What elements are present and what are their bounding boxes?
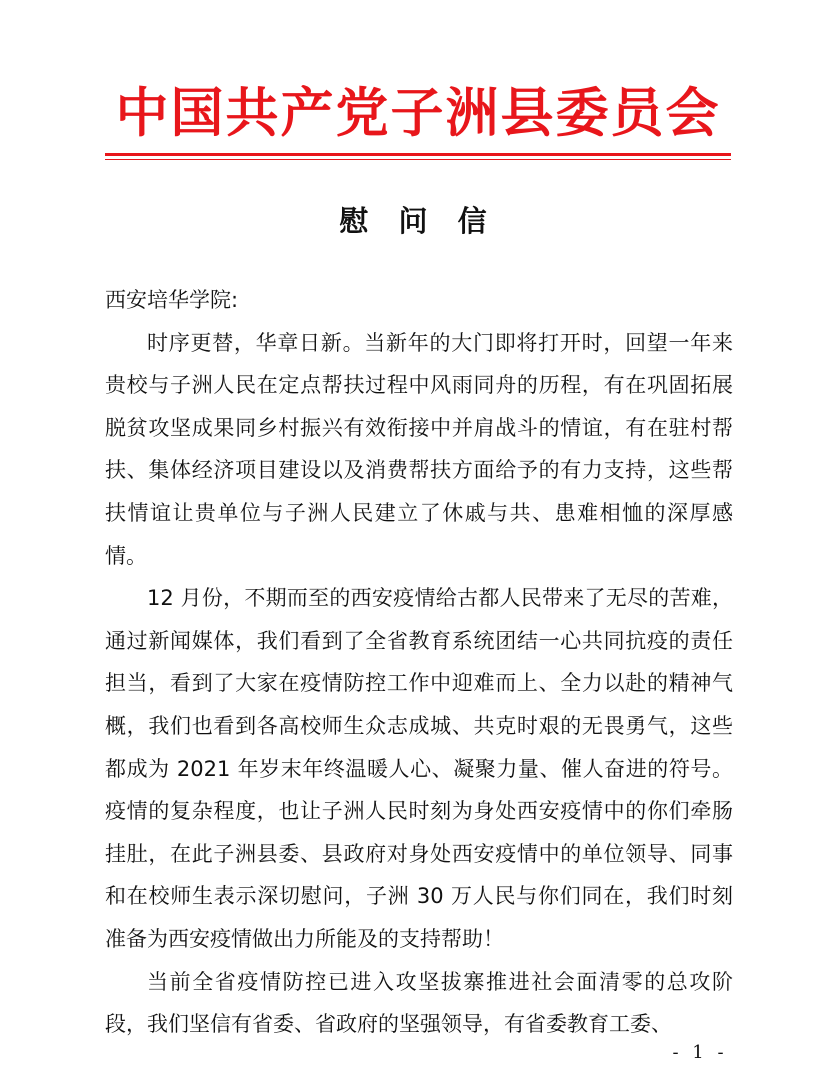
header-rule-thick <box>105 153 731 156</box>
issuer-header-title: 中国共产党子洲县委员会 <box>115 82 721 144</box>
document-title: 慰 问 信 <box>339 204 497 238</box>
paragraph-1: 时序更替，华章日新。当新年的大门即将打开时，回望一年来贵校与子洲人民在定点帮扶过程中风雨同舟的历程，有在巩固拓展脱贫攻坚成果同乡村振兴有效衔接中并肩战斗的情谊，有在驻村帮扶、集体经济项目建设以及消费帮扶方面给予的有力支持，这些帮扶情谊让贵单位与子洲人民建立了休戚与共、患难相恤的深厚感情。 <box>105 330 733 568</box>
letter-body <box>105 279 733 1046</box>
paragraph-3: 当前全省疫情防控已进入攻坚拔寨推进社会面清零的总攻阶段，我们坚信有省委、省政府的坚强领导，有省委教育工委、 <box>105 969 733 1037</box>
paragraph-2: 12 月份，不期而至的西安疫情给古都人民带来了无尽的苦难，通过新闻媒体，我们看到了全省教育系统团结一心共同抗疫的责任担当，看到了大家在疫情防控工作中迎难而上、全力以赴的精神气概，我们也看到各高校师生众志成城、共克时艰的无畏勇气，这些都成为 2021 年岁末年终温暖人心、凝聚力量、催人奋进的符号。疫情的复杂程度，也让子洲人民时刻为身处西安疫情中的你们牵肠挂肚，在此子洲县委、县政府对身处西安疫情中的单位领导、同事和在校师生表示深切慰问，子洲 30 万人民与你们同在，我们时刻准备为西安疫情做出力所能及的支持帮助！ <box>105 586 733 951</box>
salutation: 西安培华学院: <box>105 288 239 312</box>
header-rule-thin <box>105 159 731 160</box>
page-number: - 1 - <box>672 1042 728 1063</box>
